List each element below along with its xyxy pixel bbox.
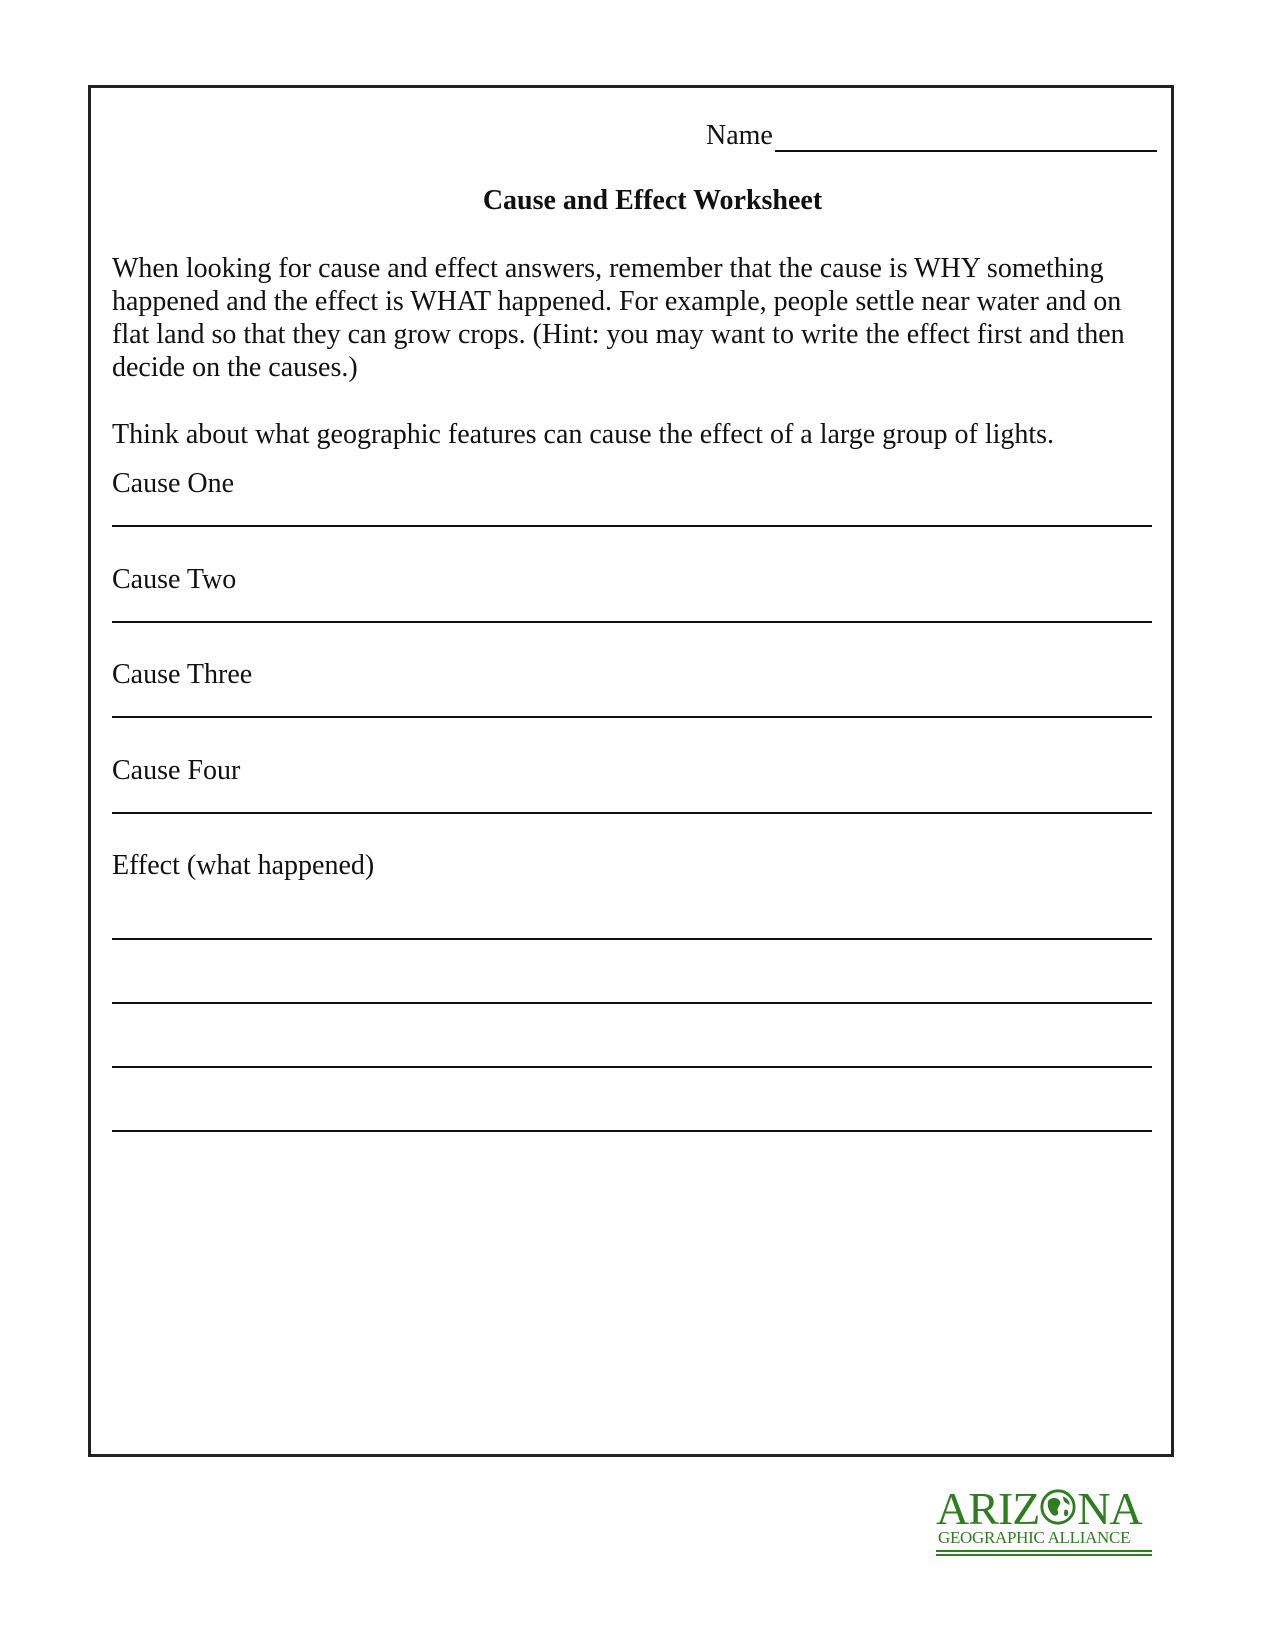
logo-word-left: ARIZ xyxy=(936,1483,1040,1534)
logo-subtitle: GEOGRAPHIC ALLIANCE xyxy=(938,1528,1131,1547)
prompt-paragraph: Think about what geographic features can cause the effect of a large group of lights. xyxy=(112,419,1055,450)
cause-three-answer-line[interactable] xyxy=(112,716,1152,718)
globe-icon xyxy=(1039,1488,1077,1526)
cause-three-label: Cause Three xyxy=(112,659,253,690)
cause-four-label: Cause Four xyxy=(112,755,241,786)
logo-rule-1 xyxy=(936,1550,1152,1552)
effect-answer-line-1[interactable] xyxy=(112,938,1152,940)
page-title: Cause and Effect Worksheet xyxy=(482,185,823,216)
effect-label: Effect (what happened) xyxy=(112,850,375,881)
cause-four-answer-line[interactable] xyxy=(112,812,1152,814)
name-label: Name xyxy=(706,120,773,151)
cause-one-answer-line[interactable] xyxy=(112,525,1152,527)
effect-answer-line-2[interactable] xyxy=(112,1002,1152,1004)
name-input-line[interactable] xyxy=(775,124,1157,152)
logo-word-right: NA xyxy=(1077,1483,1142,1534)
arizona-geographic-alliance-logo xyxy=(936,1470,1156,1560)
name-field xyxy=(706,120,1157,152)
logo-wordmark xyxy=(936,1484,1142,1534)
cause-two-label: Cause Two xyxy=(112,564,237,595)
effect-answer-line-3[interactable] xyxy=(112,1066,1152,1068)
cause-one-label: Cause One xyxy=(112,468,235,499)
logo-rule-2 xyxy=(936,1554,1152,1556)
cause-two-answer-line[interactable] xyxy=(112,621,1152,623)
intro-paragraph: When looking for cause and effect answers, remember that the cause is WHY something happened and the effect is WHAT happened. For example, people settle near water and on flat land so that they can grow crops. (Hint: you may want to write the effect first and then decide on the causes.) xyxy=(112,253,1125,383)
effect-answer-line-4[interactable] xyxy=(112,1130,1152,1132)
